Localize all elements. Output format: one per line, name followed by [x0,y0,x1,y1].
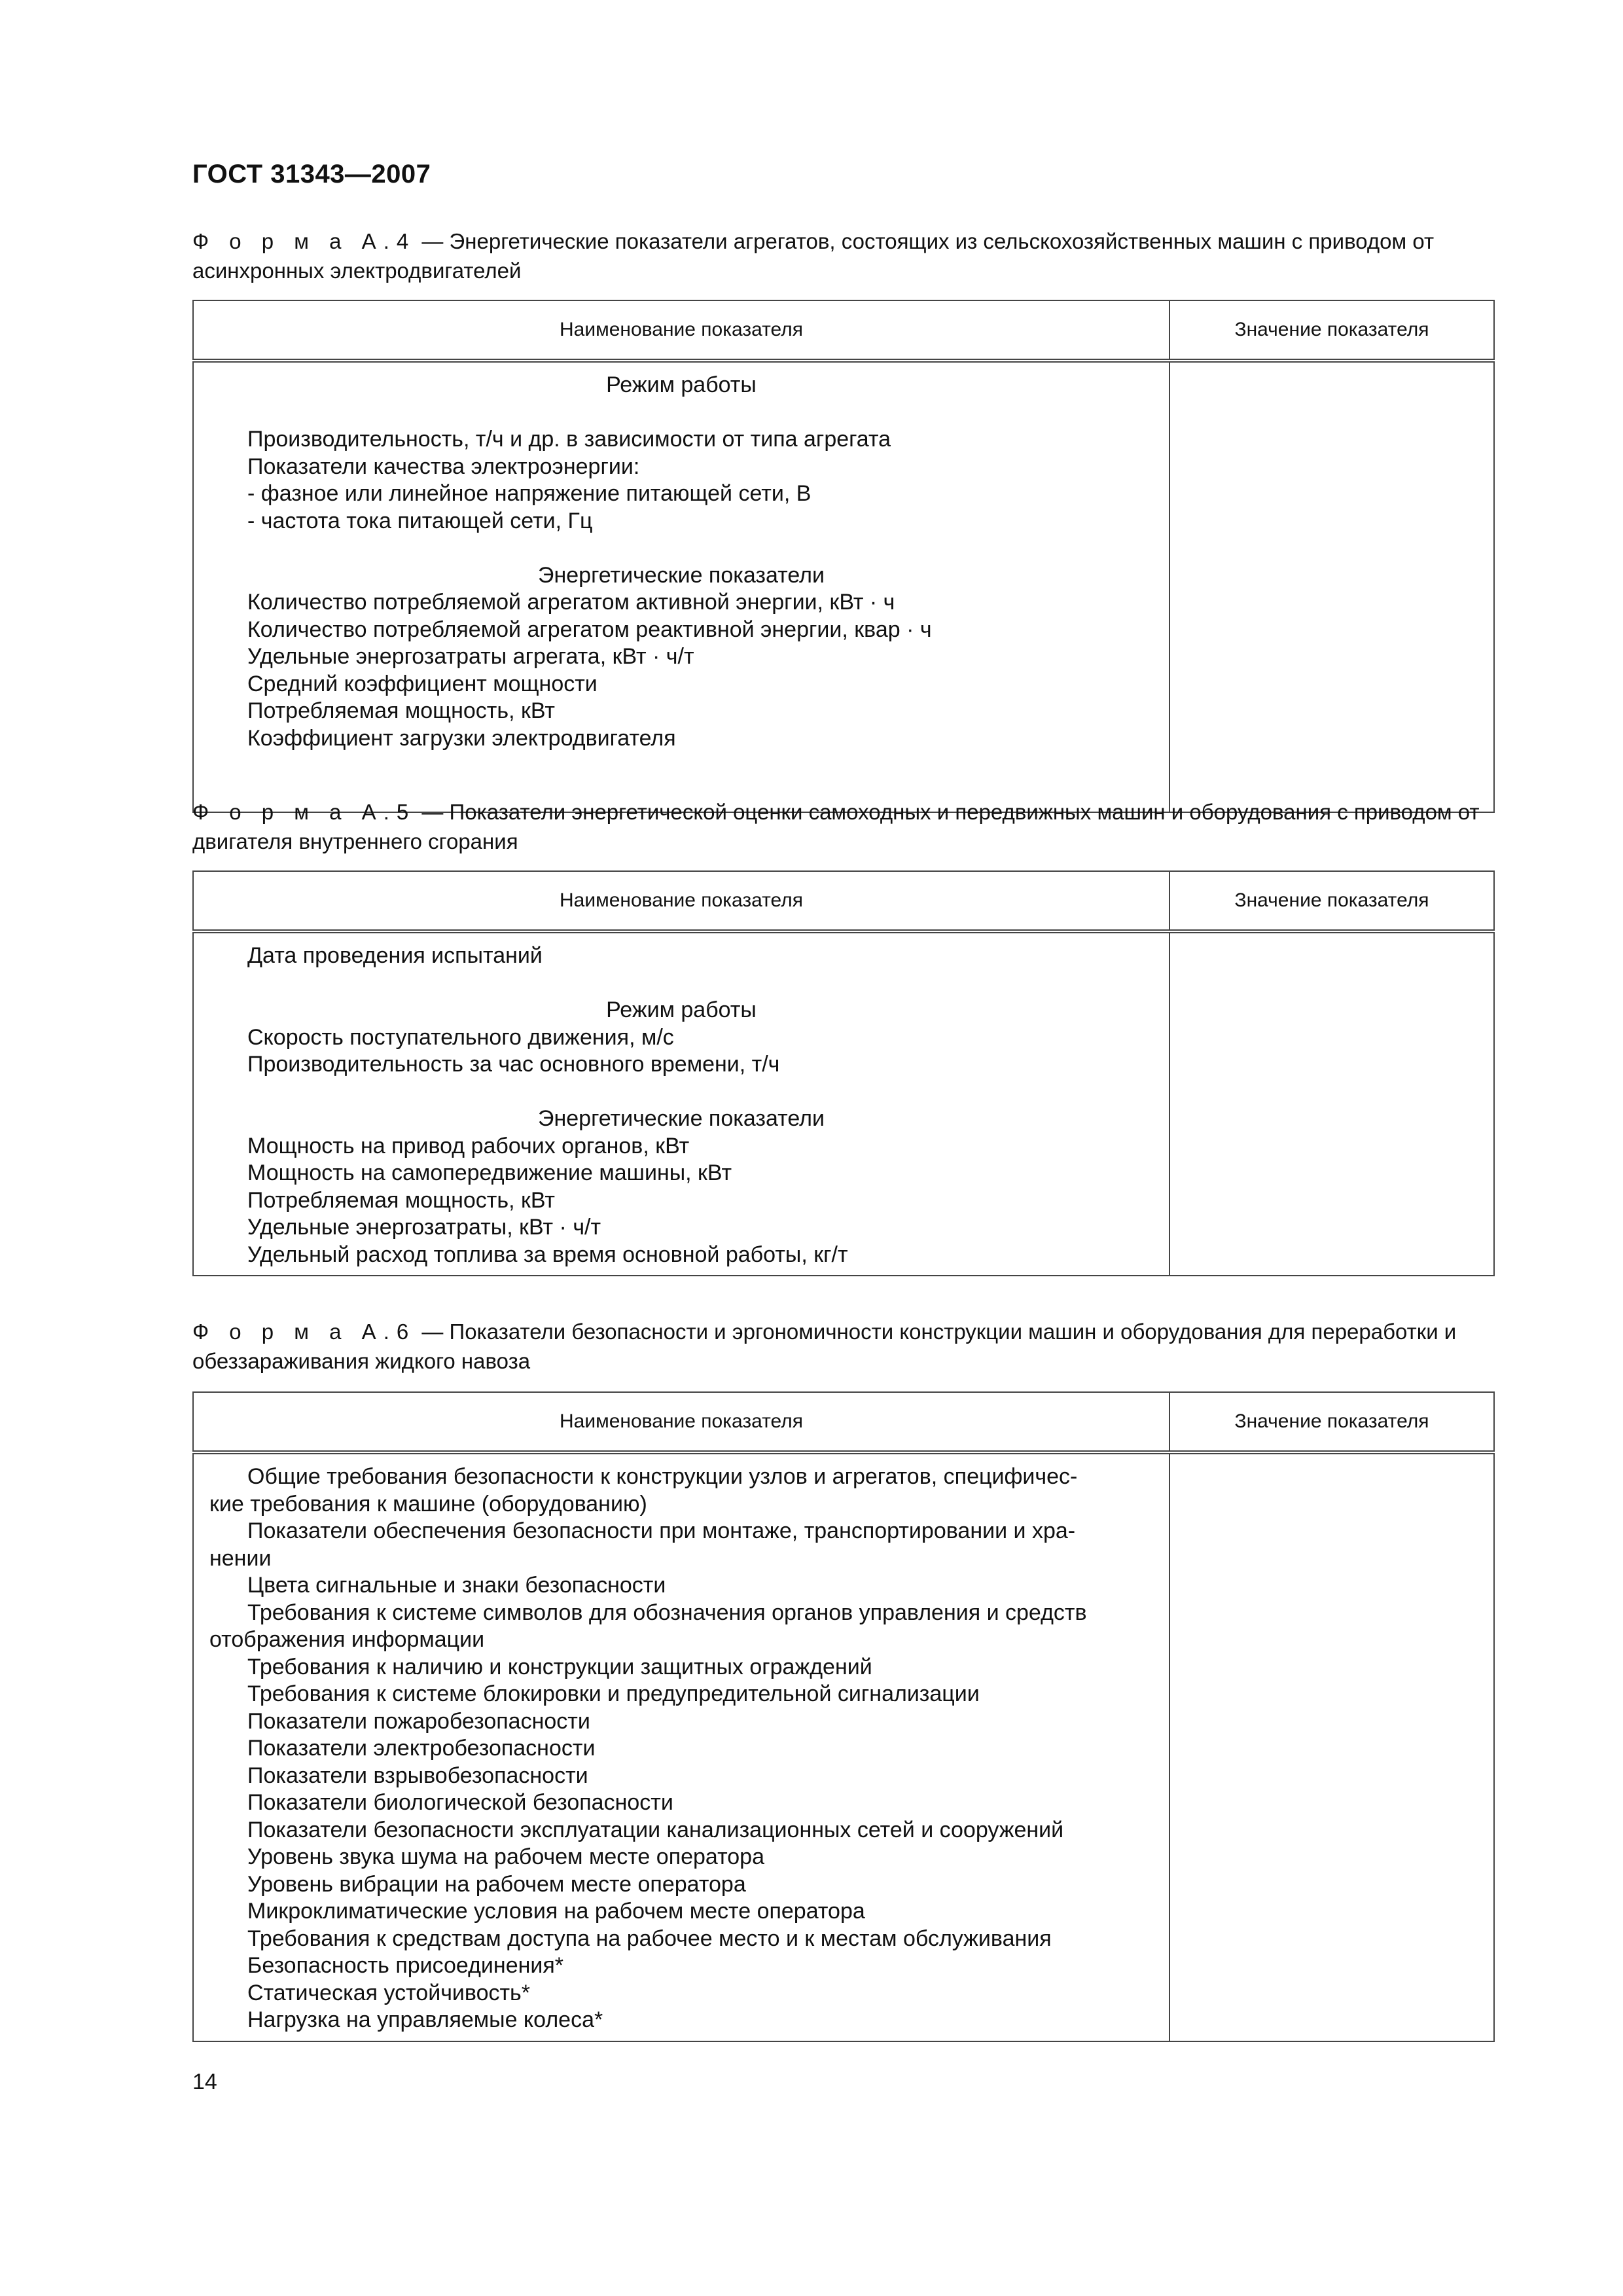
document-header: ГОСТ 31343—2007 [192,160,431,188]
list-item: Показатели электробезопасности [247,1736,596,1761]
list-item: Потребляемая мощность, кВт [247,698,555,723]
form-a5-values-cell [1169,931,1494,1276]
form-a6-caption-text: — Показатели безопасности и эргономичности конструкции машин и оборудования для переработки и обеззараживания жидкого навоза [192,1319,1457,1373]
list-item: Показатели биологической безопасности [247,1790,673,1815]
form-a4-names-cell [193,361,1169,812]
list-item: Мощность на самопередвижение машины, кВт [247,1160,732,1185]
bullet-item: - частота тока питающей сети, Гц [247,508,593,533]
form-a4-caption-text: — Энергетические показатели агрегатов, состоящих из сельскохозяйственных машин с приводом от асинхронных электродвигателей [192,229,1435,283]
column-header-name: Наименование показателя [193,300,1169,361]
column-header-value: Значение показателя [1169,1392,1494,1452]
form-a5-label: Ф о р м а А.5 [192,800,416,824]
bullet-item: - фазное или линейное напряжение питающей сети, В [247,481,812,506]
form-a4-table [192,300,1495,813]
list-item: Уровень звука шума на рабочем месте оператора [247,1844,765,1869]
form-a4-caption [192,226,1493,285]
section-mode-heading: Режим работы [606,997,757,1022]
list-item: Уровень вибрации на рабочем месте оператора [247,1871,746,1897]
section-mode-heading: Режим работы [606,372,757,397]
list-item: Требования к системе блокировки и предупредительной сигнализации [247,1681,980,1706]
column-header-value: Значение показателя [1169,871,1494,931]
form-a6-names-cell [193,1452,1169,2041]
list-item: Показатели качества электроэнергии: [247,454,640,479]
section-energy-heading: Энергетические показатели [538,562,825,588]
list-item: Удельные энергозатраты, кВт · ч/т [247,1215,601,1240]
column-header-name: Наименование показателя [193,871,1169,931]
list-item: Нагрузка на управляемые колеса* [247,2007,603,2032]
list-item: Безопасность присоединения* [247,1953,564,1978]
list-item-wrapped-rest: отображения информации [209,1627,485,1652]
form-a5-names-cell [193,931,1169,1276]
form-a6-table [192,1391,1495,2042]
list-item: Производительность за час основного времени, т/ч [247,1052,780,1077]
list-item: Производительность, т/ч и др. в зависимости от типа агрегата [247,427,891,452]
form-a4-values-cell [1169,361,1494,812]
form-a5-table [192,870,1495,1276]
form-a6-caption [192,1317,1493,1376]
page-number: 14 [192,2070,217,2094]
list-item: Статическая устойчивость* [247,1980,531,2005]
list-item-wrapped-first: Требования к системе символов для обозначения органов управления и средств [247,1600,1087,1625]
list-item: Средний коэффициент мощности [247,671,597,696]
form-a6-label: Ф о р м а А.6 [192,1319,416,1344]
list-item: Показатели безопасности эксплуатации канализационных сетей и сооружений [247,1817,1064,1842]
list-item: Показатели пожаробезопасности [247,1708,590,1734]
form-a5-caption-text: — Показатели энергетической оценки самоходных и передвижных машин и оборудования с приводом от двигателя внутреннего сгорания [192,800,1480,853]
list-item-wrapped-first: Общие требования безопасности к конструкции узлов и агрегатов, специфичес- [247,1464,1078,1489]
list-item: Коэффициент загрузки электродвигателя [247,725,676,751]
list-item: Количество потребляемой агрегатом активной энергии, кВт · ч [247,590,895,615]
column-header-name: Наименование показателя [193,1392,1169,1452]
list-item-wrapped-rest: кие требования к машине (оборудованию) [209,1491,647,1516]
form-a5-caption [192,797,1493,856]
list-item: Потребляемая мощность, кВт [247,1187,555,1213]
list-item: Удельный расход топлива за время основной работы, кг/т [247,1242,848,1267]
list-item: Удельные энергозатраты агрегата, кВт · ч/т [247,644,694,669]
list-item-wrapped-first: Показатели обеспечения безопасности при монтаже, транспортировании и хра- [247,1518,1076,1543]
list-item: Скорость поступательного движения, м/с [247,1024,674,1050]
list-item: Дата проведения испытаний [247,943,543,968]
list-item: Требования к наличию и конструкции защитных ограждений [247,1654,872,1679]
list-item: Показатели взрывобезопасности [247,1763,588,1788]
form-a6-values-cell [1169,1452,1494,2041]
form-a4-label: Ф о р м а А.4 [192,229,416,253]
section-energy-heading: Энергетические показатели [538,1106,825,1131]
column-header-value: Значение показателя [1169,300,1494,361]
list-item: Микроклиматические условия на рабочем месте оператора [247,1899,865,1924]
list-item: Требования к средствам доступа на рабочее место и к местам обслуживания [247,1926,1052,1951]
list-item: Количество потребляемой агрегатом реактивной энергии, квар · ч [247,617,932,642]
list-item-wrapped-rest: нении [209,1545,272,1571]
list-item: Цвета сигнальные и знаки безопасности [247,1573,666,1598]
list-item: Мощность на привод рабочих органов, кВт [247,1133,690,1158]
